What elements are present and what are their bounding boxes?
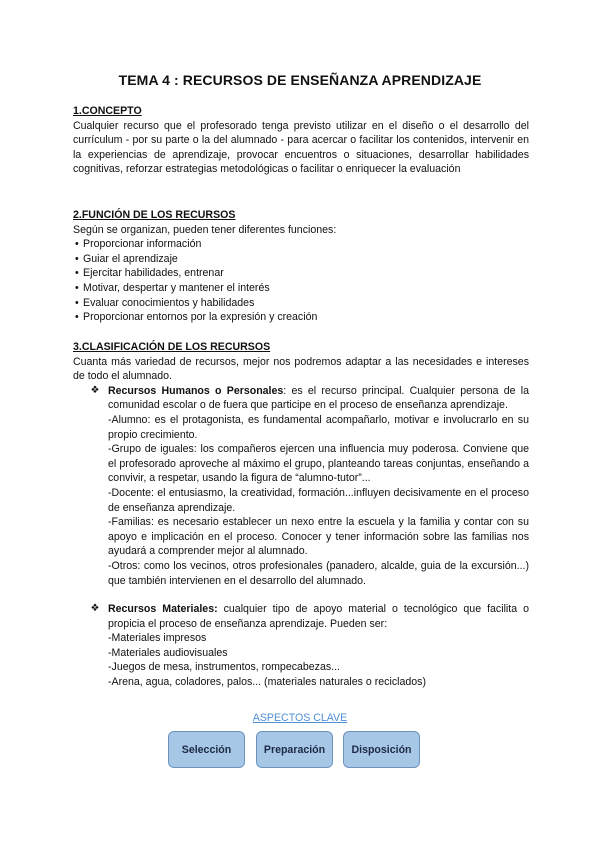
aspectos-clave-title: ASPECTOS CLAVE: [252, 712, 348, 724]
list-item: • Ejercitar habilidades, entrenar: [75, 266, 529, 281]
recursos-materiales-block: [73, 602, 529, 690]
recursos-humanos-block: [73, 384, 529, 588]
list-item: • Motivar, despertar y mantener el interés: [75, 281, 529, 296]
list-item: -Otros: como los vecinos, otros profesionales (panadero, alcalde, guia de la excursión...) que también intervienen en el desarrollo del alumnado.: [108, 559, 529, 587]
recursos-materiales-label: Recursos Materiales:: [108, 603, 218, 616]
list-item: • Proporcionar entornos por la expresión y creación: [75, 310, 529, 325]
list-item: • Guiar el aprendizaje: [75, 252, 529, 267]
list-item: -Materiales impresos: [108, 632, 207, 645]
aspectos-clave-diagram: [168, 731, 430, 768]
list-item: -Arena, agua, coladores, palos... (materiales naturales o reciclados): [108, 676, 426, 689]
diamond-bullet-icon: ❖: [90, 384, 100, 396]
list-item: -Alumno: es el protagonista, es fundamental acompañarlo, motivar e involucrarlo en su propio crecimiento.: [108, 413, 529, 441]
section-heading: 1.CONCEPTO: [73, 105, 142, 117]
section-heading: 2.FUNCIÓN DE LOS RECURSOS: [73, 209, 236, 221]
aspecto-preparacion-box: Preparación: [256, 731, 333, 768]
diamond-bullet-icon: ❖: [90, 603, 100, 615]
section-intro: Cuanta más variedad de recursos, mejor nos podremos adaptar a las necesidades e intereses de todo el alumnado.: [73, 355, 529, 383]
section-clasificacion: [73, 340, 529, 690]
section-funcion: [73, 208, 529, 325]
recursos-humanos-text: : es el recurso principal. Cualquier persona de la comunidad escolar o de fuera que participe en el proceso de enseñanza aprendizaje.: [108, 384, 529, 412]
section-paragraph: Cualquier recurso que el profesorado tenga previsto utilizar en el diseño o el desarrollo del currículum - por su parte o la del alumnado - para acercar o facilitar los contenidos, intervenir en la experiencias de aprendizaje, provocar encuentros o situaciones, desarrollar habilidades cognitivas, reforzar estrategias metodológicas o facilitar o enriquecer la evaluación: [73, 119, 529, 176]
list-item: -Grupo de iguales: los compañeros ejercen una influencia muy poderosa. Conviene que el profesorado aproveche al máximo el grupo, planteando tareas conjuntas, enseñando a convivir, a respetar, usando la figura de “alumno-tutor”...: [108, 443, 529, 485]
recursos-humanos-desc: [108, 384, 529, 413]
aspecto-seleccion-box: Selección: [168, 731, 245, 768]
list-item: -Juegos de mesa, instrumentos, rompecabezas...: [108, 661, 340, 674]
section-heading: 3.CLASIFICACIÓN DE LOS RECURSOS: [73, 341, 271, 353]
function-list: [73, 237, 529, 325]
recursos-humanos-label: Recursos Humanos o Personales: [108, 384, 284, 397]
list-item: -Materiales audiovisuales: [108, 646, 228, 659]
document-title: TEMA 4 : RECURSOS DE ENSEÑANZA APRENDIZAJE: [118, 72, 482, 88]
list-item: • Evaluar conocimientos y habilidades: [75, 296, 529, 311]
section-intro: Según se organizan, pueden tener diferentes funciones:: [73, 223, 337, 236]
recursos-materiales-text: cualquier tipo de apoyo material o tecnológico que facilita o propicia el proceso de enseñanza aprendizaje. Pueden ser:: [108, 603, 529, 630]
section-concepto: [73, 104, 529, 177]
list-item: • Proporcionar información: [75, 237, 529, 252]
list-item: -Docente: el entusiasmo, la creatividad, formación...influyen decisivamente en el proceso de enseñanza aprendizaje.: [108, 486, 529, 514]
recursos-materiales-desc: [108, 602, 529, 631]
list-item: -Familias: es necesario establecer un nexo entre la escuela y la familia y contar con su apoyo e implicación en el proceso. Conocer y tener información sobre las familias nos ayudará a comprender mejor al alumnado.: [108, 516, 529, 558]
aspecto-disposicion-box: Disposición: [343, 731, 420, 768]
